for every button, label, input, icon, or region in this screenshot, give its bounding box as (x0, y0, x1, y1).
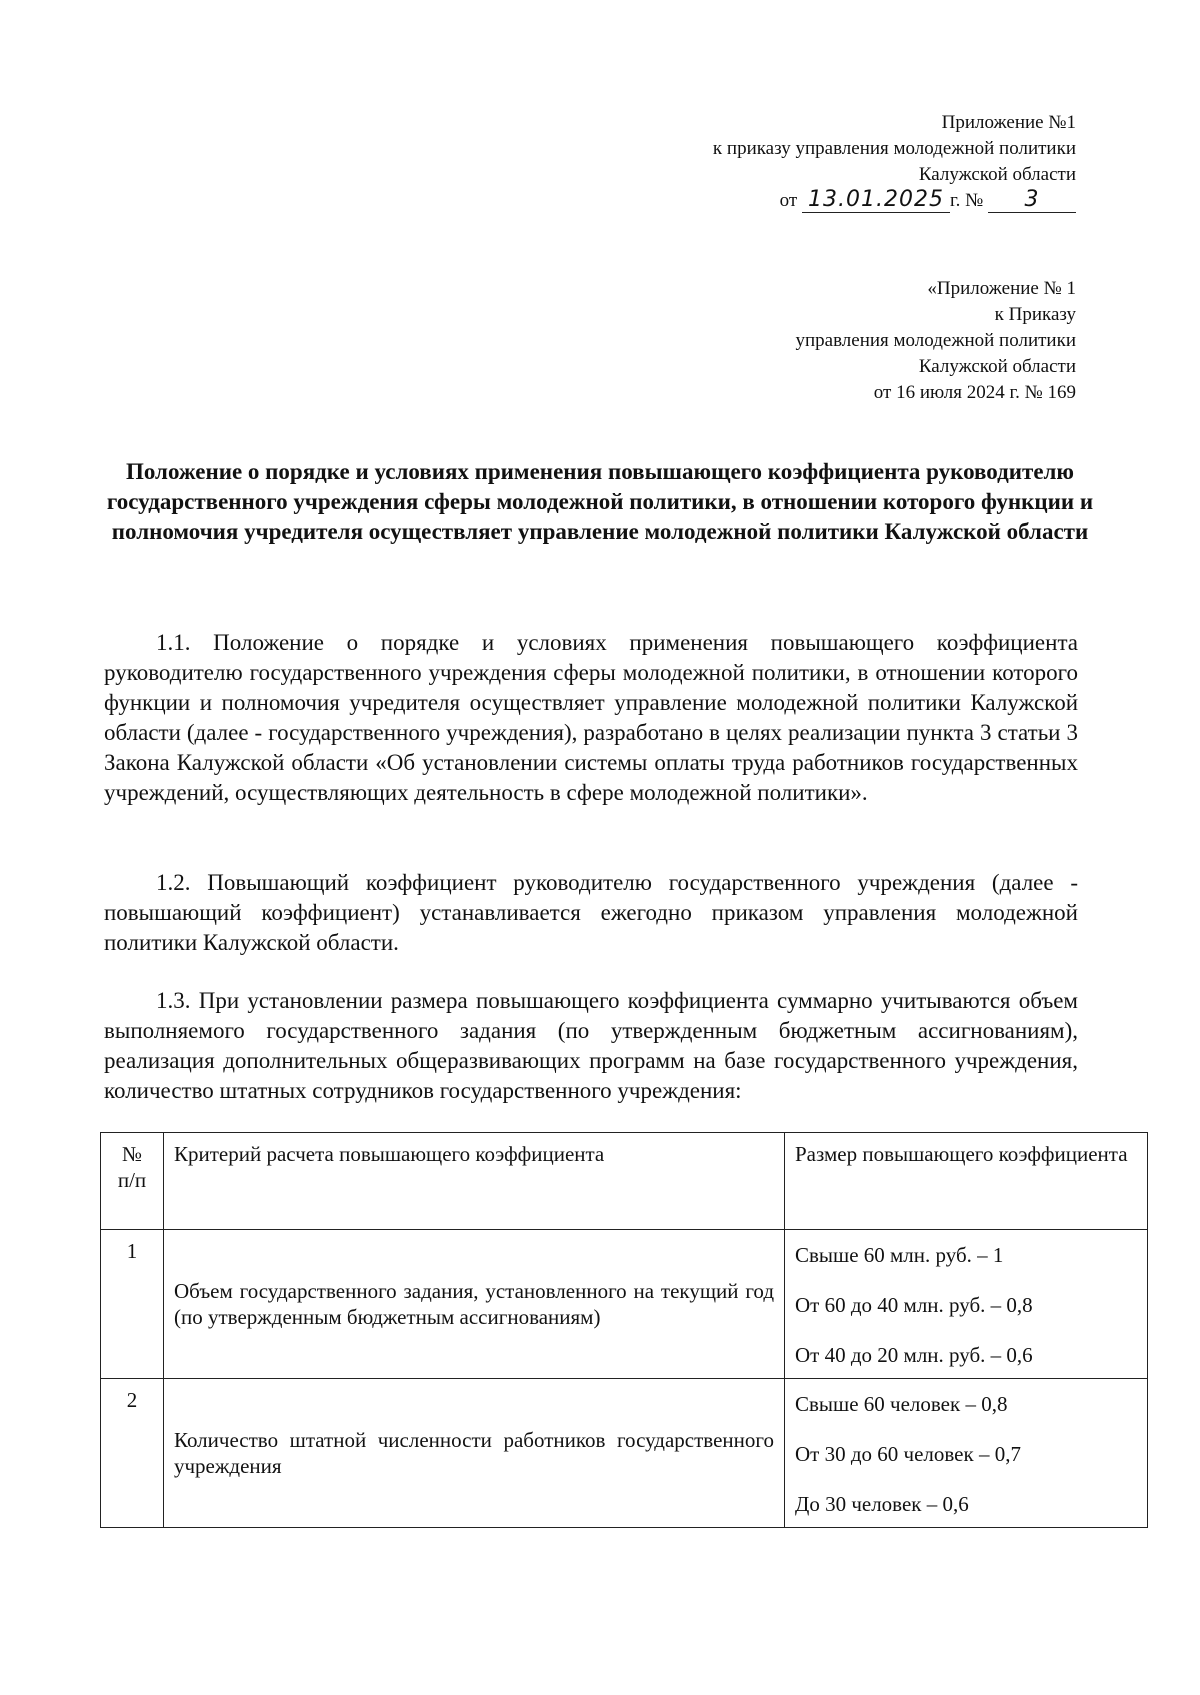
size-option: Свыше 60 человек – 0,8 (795, 1392, 1008, 1416)
handwritten-date: 13.01.2025 (802, 188, 950, 213)
annex-line: к приказу управления молодежной политики (712, 138, 1076, 159)
paragraph-1-3: 1.3. При установлении размера повышающего коэффициента суммарно учитываются объем выполняемого государственного задания (по утвержденным бюджетным ассигнованиям), реализация дополнительных общеразвивающих программ на базе государственного учреждения, количество штатных сотрудников государственного учреждения: (104, 988, 1078, 1103)
paragraph-1-1: 1.1. Положение о порядке и условиях применения повышающего коэффициента руководителю государственного учреждения сферы молодежной политики, в отношении которого функции и полномочия учредителя осуществляет управление молодежной политики Калужской области (далее - государственного учреждения), разработано в целях реализации пункта 3 статьи 3 Закона Калужской области «Об установлении системы оплаты труда работников государственных учреждений, осуществляющих деятельность в сфере молодежной политики». (104, 630, 1078, 805)
annex-line: Калужской области (918, 164, 1076, 185)
size-option: Свыше 60 млн. руб. – 1 (795, 1243, 1004, 1267)
header-size: Размер повышающего коэффициента (785, 1133, 1148, 1230)
annex-line: к Приказу (994, 304, 1076, 325)
size-option: От 60 до 40 млн. руб. – 0,8 (795, 1293, 1033, 1317)
row-num: 2 (101, 1379, 164, 1528)
header-criterion: Критерий расчета повышающего коэффициента (164, 1133, 785, 1230)
date-suffix: г. № (949, 190, 984, 211)
document-title: Положение о порядке и условиях применения повышающего коэффициента руководителю государственного учреждения сферы молодежной политики, в отношении которого функции и полномочия учредителя осуществляет управление молодежной политики Калужской области (106, 459, 1094, 544)
annex-line: «Приложение № 1 (927, 278, 1076, 299)
annex-line: Приложение №1 (941, 112, 1076, 133)
criteria-table (100, 1132, 1148, 1528)
size-option: От 30 до 60 человек – 0,7 (795, 1442, 1021, 1466)
annex-line: управления молодежной политики (795, 330, 1076, 351)
table-row (101, 1230, 1148, 1379)
annex-header-current (713, 110, 1076, 214)
row-criterion: Объем государственного задания, установленного на текущий год (по утвержденным бюджетным ассигнованиям) (164, 1230, 785, 1379)
paragraph-1-2: 1.2. Повышающий коэффициент руководителю государственного учреждения (далее - повышающий коэффициент) устанавливается ежегодно приказом управления молодежной политики Калужской области. (104, 870, 1078, 955)
handwritten-number: 3 (988, 188, 1076, 213)
annex-line: Калужской области (918, 356, 1076, 377)
row-num: 1 (101, 1230, 164, 1379)
row-criterion: Количество штатной численности работников государственного учреждения (164, 1379, 785, 1528)
date-prefix: от (779, 190, 798, 211)
row-sizes (785, 1379, 1148, 1528)
size-option: До 30 человек – 0,6 (795, 1492, 969, 1516)
header-num: № п/п (101, 1133, 164, 1230)
annex-date-line (713, 188, 1076, 214)
annex-line: от 16 июля 2024 г. № 169 (873, 382, 1076, 403)
table-header-row (101, 1133, 1148, 1230)
table-row (101, 1379, 1148, 1528)
row-sizes (785, 1230, 1148, 1379)
annex-header-original (795, 276, 1076, 406)
size-option: От 40 до 20 млн. руб. – 0,6 (795, 1343, 1033, 1367)
